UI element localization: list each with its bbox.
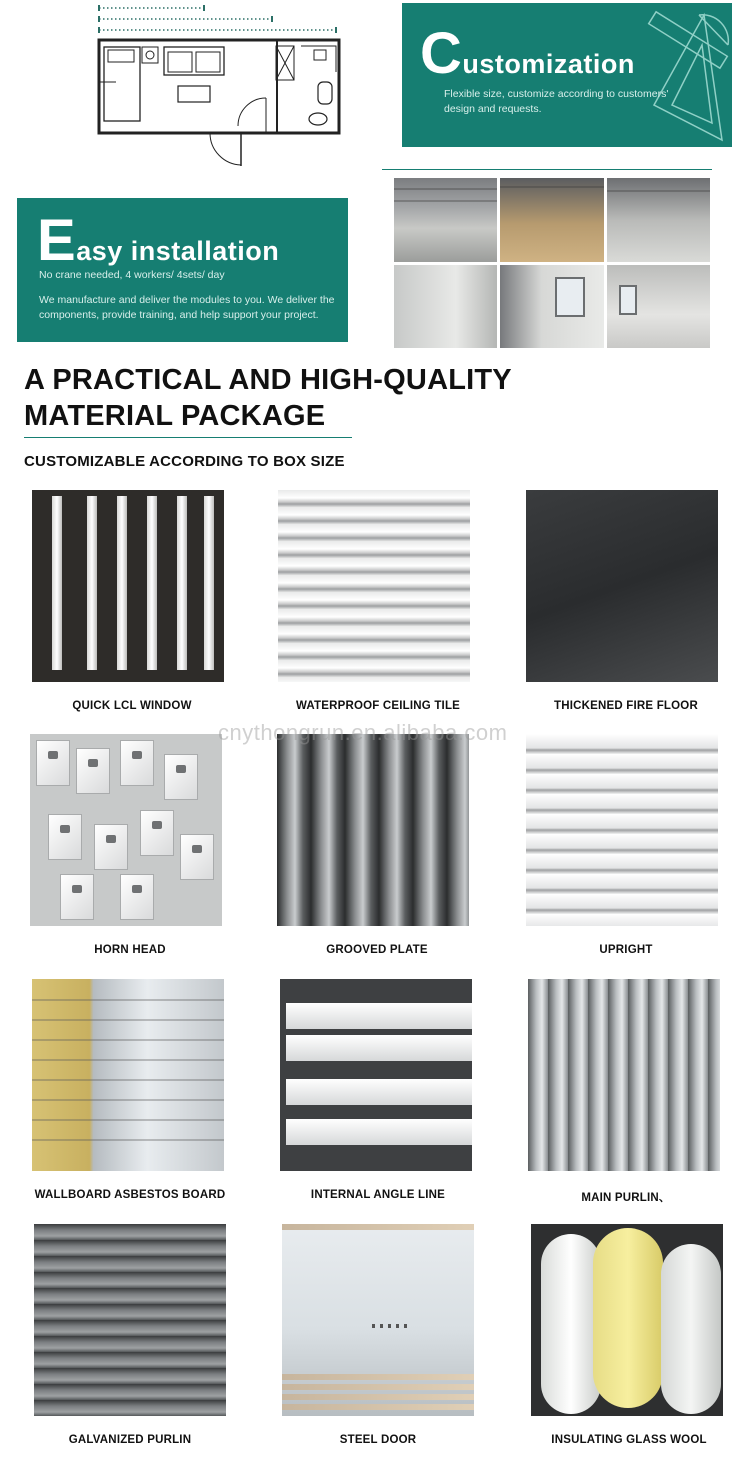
product-image — [32, 490, 224, 682]
product-tile — [268, 979, 488, 1201]
headline-underline — [24, 437, 352, 438]
product-label: WATERPROOF CEILING TILE — [295, 700, 461, 712]
interior-photo-3 — [607, 265, 710, 349]
product-label: THICKENED FIRE FLOOR — [554, 700, 698, 712]
page-subheadline: CUSTOMIZABLE ACCORDING TO BOX SIZE — [24, 453, 345, 470]
product-tile — [268, 490, 488, 712]
factory-photo-1 — [394, 178, 497, 262]
factory-photo-2 — [500, 178, 603, 262]
product-image — [277, 734, 469, 926]
easy-installation-card — [17, 198, 348, 342]
product-image — [526, 734, 718, 926]
installation-photo-grid — [394, 178, 710, 348]
interior-photo-2 — [500, 265, 603, 349]
product-tile — [267, 734, 487, 956]
product-image — [278, 490, 470, 682]
product-tile — [22, 490, 242, 712]
product-label: INSULATING GLASS WOOL — [551, 1434, 707, 1446]
page-headline: A PRACTICAL AND HIGH-QUALITY MATERIAL PACKAGE — [24, 364, 512, 432]
ruler-set-square-icon — [644, 5, 730, 145]
product-label: STEEL DOOR — [339, 1434, 417, 1446]
product-image — [531, 1224, 723, 1416]
product-label: GROOVED PLATE — [326, 944, 428, 956]
product-tile — [519, 1224, 739, 1446]
factory-photo-3 — [607, 178, 710, 262]
product-tile — [516, 490, 736, 712]
interior-photo-1 — [394, 265, 497, 349]
watermark: cnythongrun.en.alibaba.com — [218, 720, 508, 745]
product-label: UPRIGHT — [599, 944, 653, 956]
easy-installation-description: We manufacture and deliver the modules to you. We deliver the components, provide training, and help support your project. — [39, 294, 335, 321]
customization-card — [402, 3, 732, 147]
product-label: HORN HEAD — [94, 944, 166, 956]
product-image — [526, 490, 718, 682]
product-tile — [516, 734, 736, 956]
product-tile — [20, 1224, 240, 1446]
product-label: MAIN PURLIN、 — [581, 1192, 671, 1204]
product-image — [528, 979, 720, 1171]
product-label: WALLBOARD ASBESTOS BOARD — [34, 1189, 226, 1201]
product-label: INTERNAL ANGLE LINE — [310, 1189, 446, 1201]
product-label: QUICK LCL WINDOW — [72, 700, 192, 712]
product-tile — [516, 979, 736, 1204]
easy-installation-subtitle: No crane needed, 4 workers/ 4sets/ day — [39, 269, 225, 281]
product-image — [34, 1224, 226, 1416]
photo-divider — [382, 169, 712, 170]
customization-title: Customization — [420, 21, 635, 86]
product-image — [32, 979, 224, 1171]
product-tile — [268, 1224, 488, 1446]
product-image — [282, 1224, 474, 1416]
product-image — [280, 979, 472, 1171]
product-tile — [20, 734, 240, 956]
floor-plan-diagram — [96, 2, 342, 170]
customization-description: Flexible size, customize according to customers' design and requests. — [444, 88, 669, 115]
easy-installation-title: Easy installation — [37, 208, 280, 273]
product-image — [30, 734, 222, 926]
product-tile — [20, 979, 240, 1201]
product-label: GALVANIZED PURLIN — [68, 1434, 192, 1446]
